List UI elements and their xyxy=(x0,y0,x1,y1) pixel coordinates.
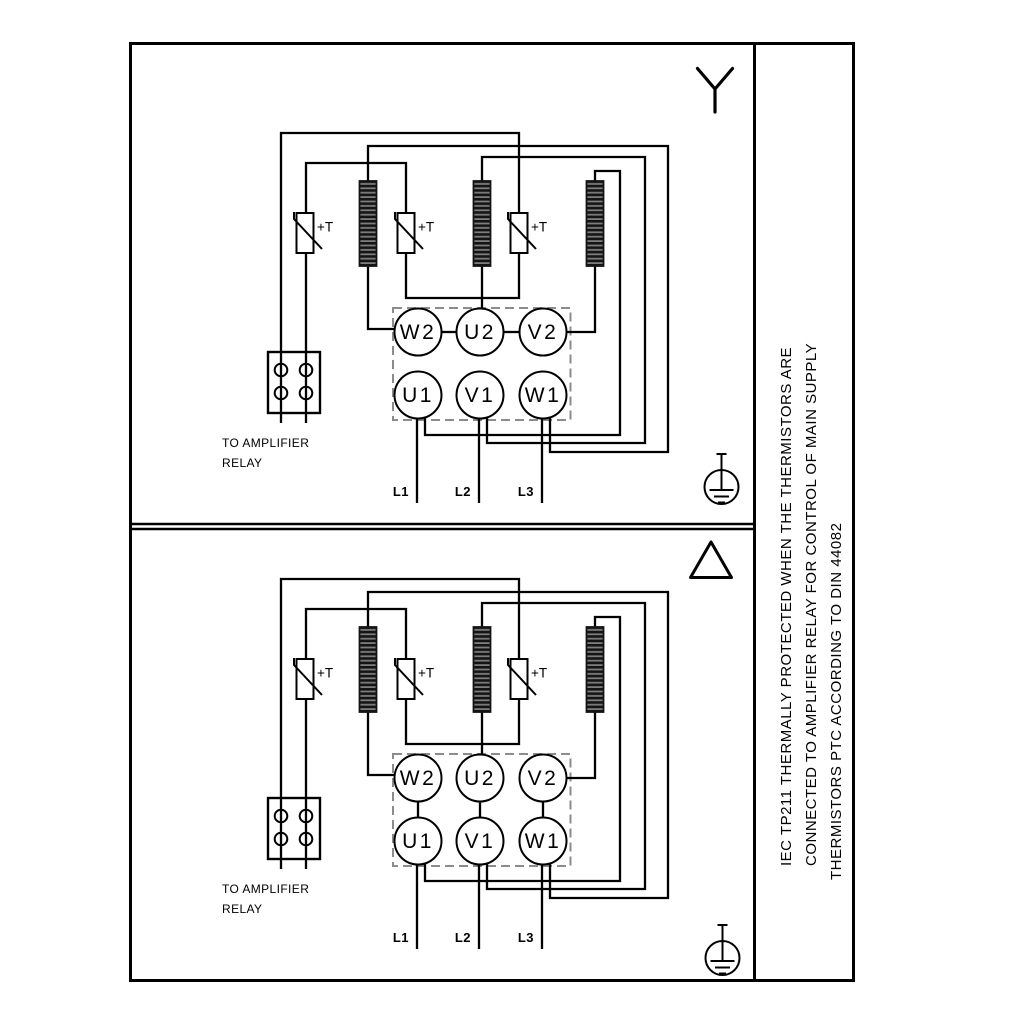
motor-winding xyxy=(360,181,377,266)
terminal-label-V1: V1 xyxy=(464,830,496,853)
motor-winding xyxy=(587,627,604,712)
thermistor xyxy=(508,658,547,699)
supply-label-L2: L2 xyxy=(454,930,471,945)
wire xyxy=(406,699,519,744)
thermistor xyxy=(395,658,434,699)
thermistor-body xyxy=(398,213,415,253)
supply-label-L1: L1 xyxy=(392,930,409,945)
terminal-label-V1: V1 xyxy=(464,384,496,407)
earth-ground-icon xyxy=(706,925,740,975)
wire xyxy=(406,253,519,298)
relay-caption-line2: RELAY xyxy=(222,902,263,916)
star-icon xyxy=(698,69,733,113)
thermistor xyxy=(508,212,547,253)
supply-label-L3: L3 xyxy=(517,930,534,945)
terminal-label-W2: W2 xyxy=(399,321,437,344)
relay-caption-line1: TO AMPLIFIER xyxy=(222,882,310,896)
thermistor-body xyxy=(511,659,528,699)
wire xyxy=(567,712,596,778)
star-icon-strokes xyxy=(698,69,733,113)
thermistor-body xyxy=(297,659,314,699)
terminal-label-W1: W1 xyxy=(524,830,562,853)
thermistor-label: +T xyxy=(317,219,334,235)
thermistor xyxy=(294,212,333,253)
side-note-line-3: THERMISTORS PTC ACCORDING TO DIN 44082 xyxy=(828,522,845,880)
motor-winding xyxy=(360,627,377,712)
side-note-line-1: IEC TP211 THERMALLY PROTECTED WHEN THE THERMISTORS ARE xyxy=(778,346,795,866)
side-note-line-2: CONNECTED TO AMPLIFIER RELAY FOR CONTROL OF MAIN SUPPLY xyxy=(803,342,820,866)
thermistor-body xyxy=(511,213,528,253)
terminal-label-W1: W1 xyxy=(524,384,562,407)
star-connection-panel xyxy=(222,69,739,505)
wire xyxy=(567,266,596,332)
wire xyxy=(306,163,406,213)
thermistor-label: +T xyxy=(317,665,334,681)
thermistor-body xyxy=(297,213,314,253)
terminal-label-U1: U1 xyxy=(402,384,434,407)
thermistor-label: +T xyxy=(418,665,435,681)
supply-label-L3: L3 xyxy=(517,484,534,499)
wire xyxy=(368,712,395,775)
delta-icon xyxy=(691,542,732,578)
terminal-label-U2: U2 xyxy=(464,767,496,790)
terminal-label-V2: V2 xyxy=(527,321,559,344)
delta-connection-circuit xyxy=(222,579,668,949)
relay-caption-line2: RELAY xyxy=(222,456,263,470)
terminal-label-U1: U1 xyxy=(402,830,434,853)
side-note-column xyxy=(778,343,845,880)
thermistor xyxy=(294,658,333,699)
terminal-label-W2: W2 xyxy=(399,767,437,790)
thermistor-label: +T xyxy=(418,219,435,235)
thermistor-label: +T xyxy=(531,219,548,235)
relay-caption-line1: TO AMPLIFIER xyxy=(222,436,310,450)
supply-label-L2: L2 xyxy=(454,484,471,499)
motor-winding xyxy=(474,181,491,266)
relay-connector xyxy=(268,352,320,413)
relay-connector xyxy=(268,798,320,859)
thermistor xyxy=(395,212,434,253)
thermistor-body xyxy=(398,659,415,699)
delta-connection-panel xyxy=(222,542,740,975)
earth-ground-icon xyxy=(705,454,739,504)
wire xyxy=(306,609,406,659)
star-connection-circuit xyxy=(222,133,668,503)
terminal-label-U2: U2 xyxy=(464,321,496,344)
terminal-label-V2: V2 xyxy=(527,767,559,790)
supply-label-L1: L1 xyxy=(392,484,409,499)
motor-winding xyxy=(587,181,604,266)
wire xyxy=(368,266,395,329)
thermistor-label: +T xyxy=(531,665,548,681)
motor-winding xyxy=(474,627,491,712)
